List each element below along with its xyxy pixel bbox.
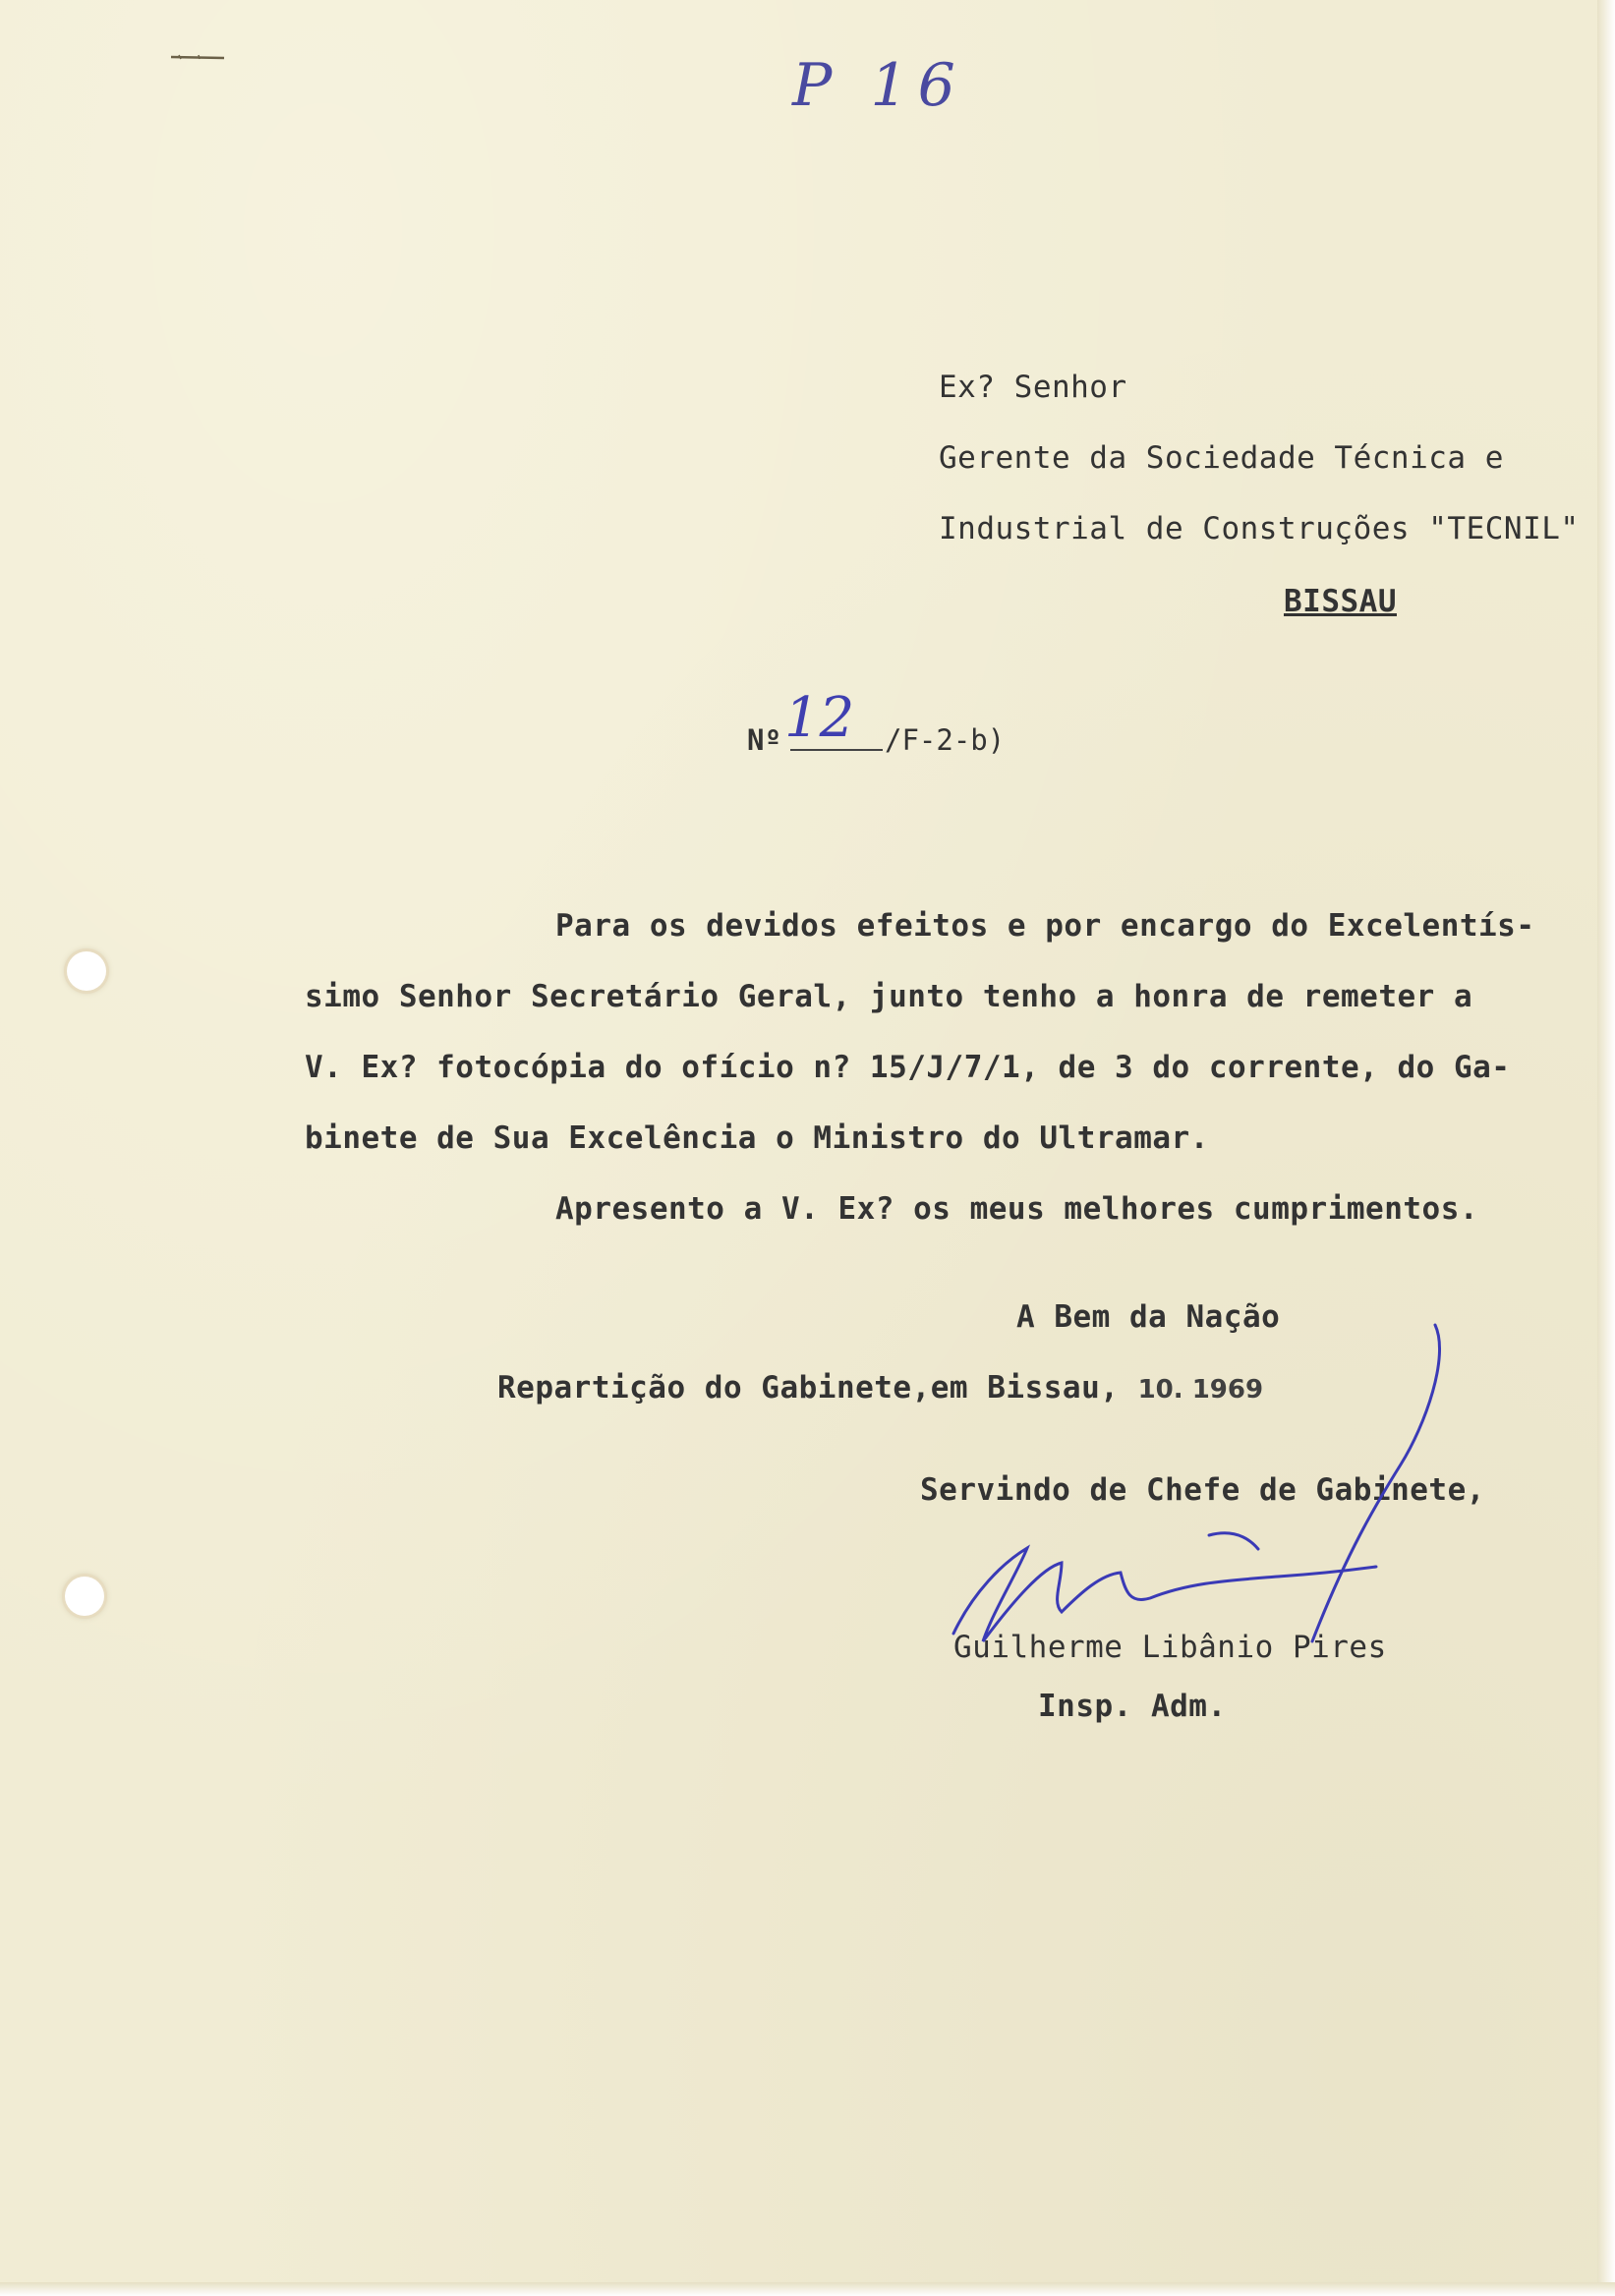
signer-role: Servindo de Chefe de Gabinete, xyxy=(920,1472,1485,1508)
page-edge-right xyxy=(1597,0,1615,2296)
handwritten-page-ref: P 16 xyxy=(792,51,965,120)
body-line-1: Para os devidos efeitos e por encargo do Excelentís- xyxy=(555,908,1535,944)
page-edge-bottom xyxy=(0,2282,1615,2296)
body-line-4: binete de Sua Excelência o Ministro do Ultramar. xyxy=(305,1120,1209,1156)
body-line-3: V. Ex? fotocópia do ofício n? 15/J/7/1, de 3 do corrente, do Ga- xyxy=(305,1050,1511,1085)
body-line-2: simo Senhor Secretário Geral, junto tenho a honra de remeter a xyxy=(305,979,1473,1014)
punch-hole-bottom xyxy=(65,1577,104,1616)
addressee-line-1: Ex? Senhor xyxy=(939,370,1127,405)
reference-suffix: /F-2-b) xyxy=(885,723,1006,757)
addressee-line-2: Gerente da Sociedade Técnica e xyxy=(939,440,1504,476)
punch-hole-top xyxy=(67,951,106,991)
closing-salutation: A Bem da Nação xyxy=(1016,1299,1281,1335)
date-stamp: 10. 1969 xyxy=(1137,1375,1264,1405)
addressee-city: BISSAU xyxy=(1284,584,1397,619)
reference-label: Nº xyxy=(747,723,781,757)
signer-title: Insp. Adm. xyxy=(1038,1689,1227,1724)
place-prefix: Repartição do Gabinete,em Bissau, xyxy=(497,1370,1120,1406)
addressee-line-3: Industrial de Construções "TECNIL" xyxy=(939,511,1580,546)
pin-mark xyxy=(169,53,226,61)
signer-name: Guilherme Libânio Pires xyxy=(953,1630,1387,1665)
body-closing-line: Apresento a V. Ex? os meus melhores cumprimentos. xyxy=(555,1191,1479,1227)
reference-handwritten-number: 12 xyxy=(784,686,855,750)
